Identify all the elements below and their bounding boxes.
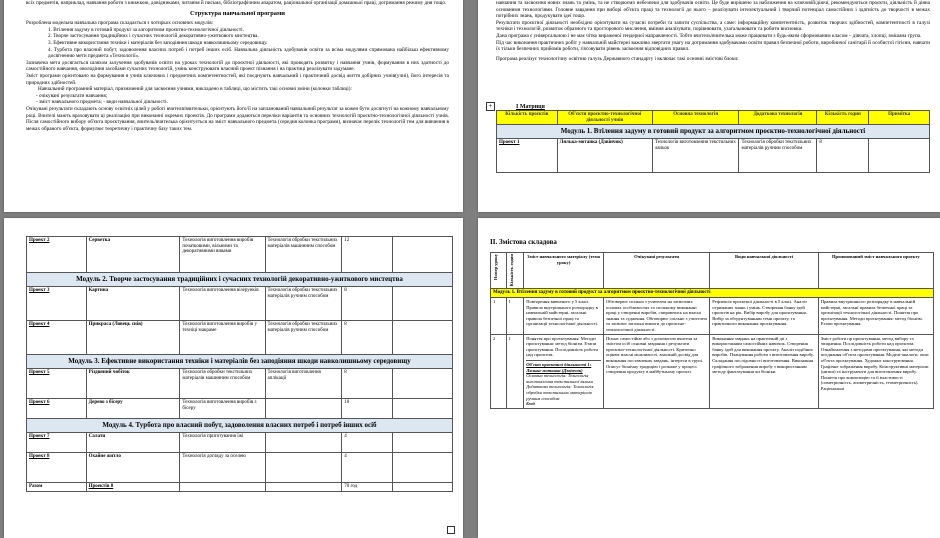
object-cell: Салати — [86, 433, 180, 453]
hours-cell: 10 — [342, 399, 393, 419]
table-row — [497, 139, 930, 173]
table-row — [27, 237, 453, 273]
header-cell: Примітка — [869, 111, 930, 125]
hours-cell: 4 — [342, 453, 393, 483]
note-cell — [393, 237, 453, 273]
tech-cell: Технологія виготовлення виробів початковими, вільними та декоративними вивами — [180, 237, 265, 273]
project-cell: Проект 8 — [27, 453, 87, 483]
note-cell — [393, 433, 453, 453]
note-hours: 8год — [526, 401, 535, 407]
project-cell: Проект 1 — [497, 139, 558, 173]
note-cell — [393, 453, 453, 483]
total-label: Разом — [27, 483, 87, 492]
table-row — [491, 298, 934, 335]
header-cell: Об'єкти проєктно-технологічної діяльності учнів — [557, 111, 652, 125]
object-cell: Прикраса (Ловець снів) — [86, 321, 180, 355]
note-cell — [869, 139, 930, 173]
section-title: Структура навчальної програми — [190, 9, 285, 17]
matrix-table-continued — [26, 236, 453, 492]
note-cell — [393, 321, 453, 355]
extra-tech-cell: Технологія обробки текстильних матеріалів ручним способом — [265, 287, 342, 321]
body-paragraph: Під час виконання практичних робіт у навчальній майстерні важливо звертати увагу на дотримання здобувачами освіти правил безпечної роботи, виробничої санітарії й особистої гігієни, навчати їх тільки безпечних прийомів роботи, з'ясовувати рівень засвоєння відповідних правил. — [496, 39, 930, 53]
note-cell — [393, 399, 453, 419]
module-list-item: 2. Творче застосування традиційних і сучасних технологій декоративно-ужиткового мистецтва. — [48, 33, 259, 40]
lesson-content: Правила внутрішнього розпорядку в навчальній майстерні, загальні правила безпечної праці та організації технологічної діяльності. Поняття про проєктування. Методи проєктування: метод біонізм. Етапи проєктування. — [818, 298, 933, 335]
object-cell: Різдвяний чобіток — [86, 369, 180, 399]
intro-paragraph: всіх предметів, наприклад, навчання роботи з книжкою, довідниками, читання й письма, бібліографічним апаратом, раціональної організації домашньої праці, дотримання режиму дня тощо. — [26, 0, 447, 6]
tech-cell: Технологія обробки текстильних матеріалів машинним способом — [180, 369, 265, 399]
lesson-number: 2 — [491, 334, 507, 408]
total-empty — [393, 483, 453, 492]
header-cell: Додаткова технологія — [739, 111, 817, 125]
module-list-item: 3. Ефективне використання техніки і матеріалів без заподіяння шкоди навколишньому середовищу. — [48, 39, 268, 46]
header-cell: Кількість проєктів — [497, 111, 558, 125]
tech-cell: Технологія виготовлення виробів з бісеру — [180, 399, 265, 419]
body-paragraph: Результати проєктної діяльності необхідно орієнтувати на сучасні потреби та запити суспільства, а саме: інформаційну компетентність, розвиток творчих здібностей, компетентності в галузі техніки і технологій, розвиток образного та просторового мислення, вміння аналізувати, порівнювати, узагальнювати та робити висновки. — [496, 19, 930, 33]
tech-cell: Технологія виготовлення візерунків — [180, 287, 265, 321]
document-page-2 — [478, 0, 940, 212]
lesson-hours: 1 — [506, 334, 524, 408]
table-row — [27, 321, 453, 355]
bullet-item: - зміст навчального предмета; - види навчальної діяльності. — [36, 99, 168, 106]
header-cell: Основна технологія — [652, 111, 739, 125]
content-table — [490, 252, 934, 409]
table-row — [27, 287, 453, 321]
total-row — [27, 483, 453, 492]
table-resize-handle[interactable] — [447, 526, 455, 534]
body-paragraph: Програма реалізує технологічну освітню галузь Державного стандарту і включає такі основні змістові блоки: — [496, 55, 739, 62]
module-list-item: 1. Втілення задуму в готовий продукт за алгоритмом проєктно-технологічної діяльності. — [48, 26, 244, 33]
table-row — [491, 334, 934, 408]
project-cell: Проект 2 — [27, 237, 87, 273]
extra-tech-cell: Технологія обробки текстильних матеріалів ручним способом — [739, 139, 817, 173]
table-row — [27, 453, 453, 483]
project-cell: Проект 7 — [27, 433, 87, 453]
hours-cell: 8 — [342, 321, 393, 355]
document-page-4 — [478, 218, 940, 538]
lesson-activities: Рефлексія проєктної діяльності в 5 класі. Аналіз отриманих знань і умінь. Створення банку ідей проєктів на рік. Вибір виробу для проєктування. Вибір за обгрунтуванням теми проєкту, та практичного виконання проєктування. — [710, 298, 819, 335]
lesson-activities: Виконання завдань на практичній дії з використанням самостійних навичок. Створення банку ідей для виконання проєкту. Аналіз подібних виробів. Планування роботи з виготовлення виробу. Складання послідовності виготовлення. Виконання графічного зображення виробу з використанням методу фантазування чи біоніки. — [710, 334, 819, 408]
header-cell — [491, 253, 507, 289]
project-cell: Проект 5 — [27, 369, 87, 399]
total-empty — [180, 483, 265, 492]
header-cell: Зміст навчального матеріалу (тема уроку) — [524, 253, 604, 289]
header-cell: Кількість годин — [817, 111, 869, 125]
body-paragraph: Очікувані результати складають основу освітніх цілей у роботі вчителя/вчительки, орієнтують його/її на запланований навчальний результат за кожен бути досягнуті на кожному навчальному році. Вчителі мають враховувати ці реалізацію при виконанні окремих проектів. До програми додаються переліки варіантів та основних технологій проєктно-технологічної діяльності учнів. Після самостійного вибору об'єкта проєктування, вчитель/вчителька орієнтується на зміст навчального предмета (середня колонка програми), визначає перелік технологій тем для вивчення в межах обраного об'єкта, формулює теоретичну і практичну базу таких тем. — [26, 105, 449, 132]
lesson-content: Зміст роботи пр проєктування, метод вибору та зміцнення. Послідовність роботи над проєктом. Ознайомлення з методами проєктування, які методи поєднання об'єкта проєктування. Моделі-аналоги, опис об'єкта проєктування. Художнє конструювання. Графічне зображення виробу. Конструктивні матеріали (нитки) та інструменти для виготовлення виробу. Поняття про композицію та її властивості (симетричність, асиметричність, геометричність). Раціональні — [818, 334, 933, 408]
module-list-item: 4. Турбота про власний побут, задоволення власних потреб і потреб інших осіб. Навчальна діяльність здобувачів освіти за всіма модулями спрямована найбільш ефективному досягненню мети предмета «Технології». — [48, 46, 449, 60]
body-paragraph: Дана програма є універсальною і не має чітко вираженої гендерної направленості. Тобто вчитель/вчителька може працювати з будь-яким сформованим класом – дівчата, хлопці, змішана група. — [496, 32, 922, 39]
module-row: Модуль 3. Ефективне використання техніки і матеріалів без заподіяння шкоди навколишньому середовищу — [27, 355, 453, 369]
extra-tech-cell: Технологія виготовлення аплікації — [265, 369, 342, 399]
object-cell: Охайне житло — [86, 453, 180, 483]
tech-cell: Технологія догляду за оселею — [180, 453, 265, 483]
note-extra-tech: Додаткова технологія: Технологія обробки текстильних матеріалів ручним способом — [526, 384, 594, 401]
lesson-hours: 1 — [506, 298, 524, 335]
note-cell — [393, 369, 453, 399]
object-cell: Дерево з бісеру — [86, 399, 180, 419]
matrix-table — [496, 110, 930, 173]
body-paragraph: Навчальний програмний матеріал, призначений для засвоєння учнями, викладено в таблиці, що містить такі основні зміни (колонки таблиці): — [38, 86, 352, 93]
header-cell: Види навчальної діяльності — [710, 253, 819, 289]
lead-paragraph: Розроблена модельна навчальна програма складається з чотирьох основних модулів: — [26, 20, 214, 27]
header-lesson-number: Номер уроку — [493, 254, 498, 281]
module-row: Модуль 1. Втілення задуму в готовий продукт за алгоритмом проєктно-технологічної діяльності — [491, 289, 934, 298]
lesson-topic: Повторення вивченого у 5 класі. Правила внутрішнього розпорядку в навчальній майстерні, загальні правила безпечної праці та організації технологічної діяльності. — [524, 298, 604, 335]
project-cell: Проект 6 — [27, 399, 87, 419]
project-cell: Проект 4 — [27, 321, 87, 355]
header-hours: Кількість годин — [508, 254, 514, 287]
object-cell: Картина — [86, 287, 180, 321]
module-row: Модуль 2. Творче застосування традиційних і сучасних технологій декоративно-ужиткового мистецтва — [27, 273, 453, 287]
header-cell: Пропонований зміст навчального проекту — [818, 253, 933, 289]
module-row: Модуль 1. Втілення задуму в готовий продукт за алгоритмом проєктно-технологічної діяльності — [497, 125, 930, 139]
note-cell — [393, 287, 453, 321]
hours-cell: 12 — [342, 237, 393, 273]
tech-cell: Технологія виготовлення виробів у техніці макраме — [180, 321, 265, 355]
total-empty — [265, 483, 342, 492]
project-note — [526, 360, 601, 407]
table-row — [27, 399, 453, 419]
note-main-tech: Основна технологія: Технологія виготовлення текстильної ляльки — [526, 373, 593, 384]
hours-cell: 8 — [342, 287, 393, 321]
table-move-handle-icon[interactable]: + — [486, 102, 495, 111]
header-cell — [506, 253, 524, 289]
header-cell: Очікувані результати — [603, 253, 709, 289]
extra-tech-cell — [265, 399, 342, 419]
table-row — [27, 369, 453, 399]
tech-cell: Технологія виготовлення текстильних ляльок — [652, 139, 739, 173]
lesson-number: 1 — [491, 298, 507, 335]
extra-tech-cell: Технологія обробки текстильних матеріалів машинним способом — [265, 237, 342, 273]
lesson-results: Обговорює спільно з учителем на засвоєних основах особливостях та спільному виконанні праці у створенні виробів, спираючись на власні знання та судження. Обговорює спільно з учителем та засвоює загальні вимоги до проєктно-технологічної діяльності. — [603, 298, 709, 335]
table-header-row — [491, 253, 934, 289]
document-page-3 — [4, 218, 463, 538]
body-paragraph: Зміст програми орієнтовано на формування в учнів ключових і предметних компетентностей, які поєднують навчальний і практичний досвід життя добірних учнів(учні), його інтересів та природних здібностей. — [26, 72, 449, 86]
project-cell: Проект 3 — [27, 287, 87, 321]
extra-tech-cell: Технологія обробки текстильних матеріалів ручним способом — [265, 321, 342, 355]
object-cell: Серветка — [86, 237, 180, 273]
note-title: Об'єкт проєктної діяльності 1: Лялька-мотанка (Дзвінчок) — [526, 361, 592, 373]
matrix-heading: I Матриця — [516, 104, 545, 110]
section-title: ІІ. Змістова складова — [490, 238, 557, 246]
tech-cell: Технологія приготування їжі — [180, 433, 265, 453]
document-page-1 — [4, 0, 463, 212]
extra-tech-cell — [265, 433, 342, 453]
total-projects: Проектів 8 — [86, 483, 180, 492]
table-row — [27, 433, 453, 453]
hours-cell: 8 — [342, 369, 393, 399]
total-hours: 70 год — [342, 483, 393, 492]
lesson-results: Пізнає самостійно або з допомогою вчителя за змістом осіб основні завдання і результати проєктно-технологічної діяльності. Критично оцінює власні можливості, взаємній досвід для виконання поставлених завдань, інтереси в групі. Описує біонічну традицію і розкаже у процесі створення продукту в майбутньому проєкті. — [603, 334, 709, 408]
body-paragraph: навчання та засвоєння нових знань та умінь, та не створюємо небезпеки для здобувачів освіти. Це буде вирішено за наближення на ключовій/діючі, рекомендуються проєкти, діяльність й діяна основними технологіями. Головне завдання при виборі об'єкта праці та технології до нього – реалізувати інтелектуальний і творчий потенціал самостійних і здатність до творчості в межах потрібних знань, продукувати ідеї тощо. — [496, 0, 930, 20]
object-cell: Лялька-мотанка (Дзвінчок) — [557, 139, 652, 173]
bullet-item: - очікувані результати навчання; — [36, 92, 108, 99]
module-row: Модуль 4. Турбота про власний побут, задоволення власних потреб і потреб інших осіб — [27, 419, 453, 433]
body-paragraph: Зазначена мета досягається шляхом залучення здобувачів освіти на уроках технологій до проєктної діяльності, які проводять розвитку і навчання учнів, формування в них здатності до самостійного навчання, оволодіння засобами сучасних технологій, умінь конструювати власний проект пізнання і на практиці реалізувати задумане. — [26, 59, 449, 73]
hours-cell: 8 — [817, 139, 869, 173]
lesson-topic-cell — [524, 334, 604, 408]
extra-tech-cell — [265, 453, 342, 483]
hours-cell: 4 — [342, 433, 393, 453]
table-header-row — [497, 111, 930, 125]
lesson-topic: Поняття про проєктування. Методи проєктування: метод біонізм. Етапи проєктування. Послідовність роботи над проєктом. — [526, 335, 598, 358]
